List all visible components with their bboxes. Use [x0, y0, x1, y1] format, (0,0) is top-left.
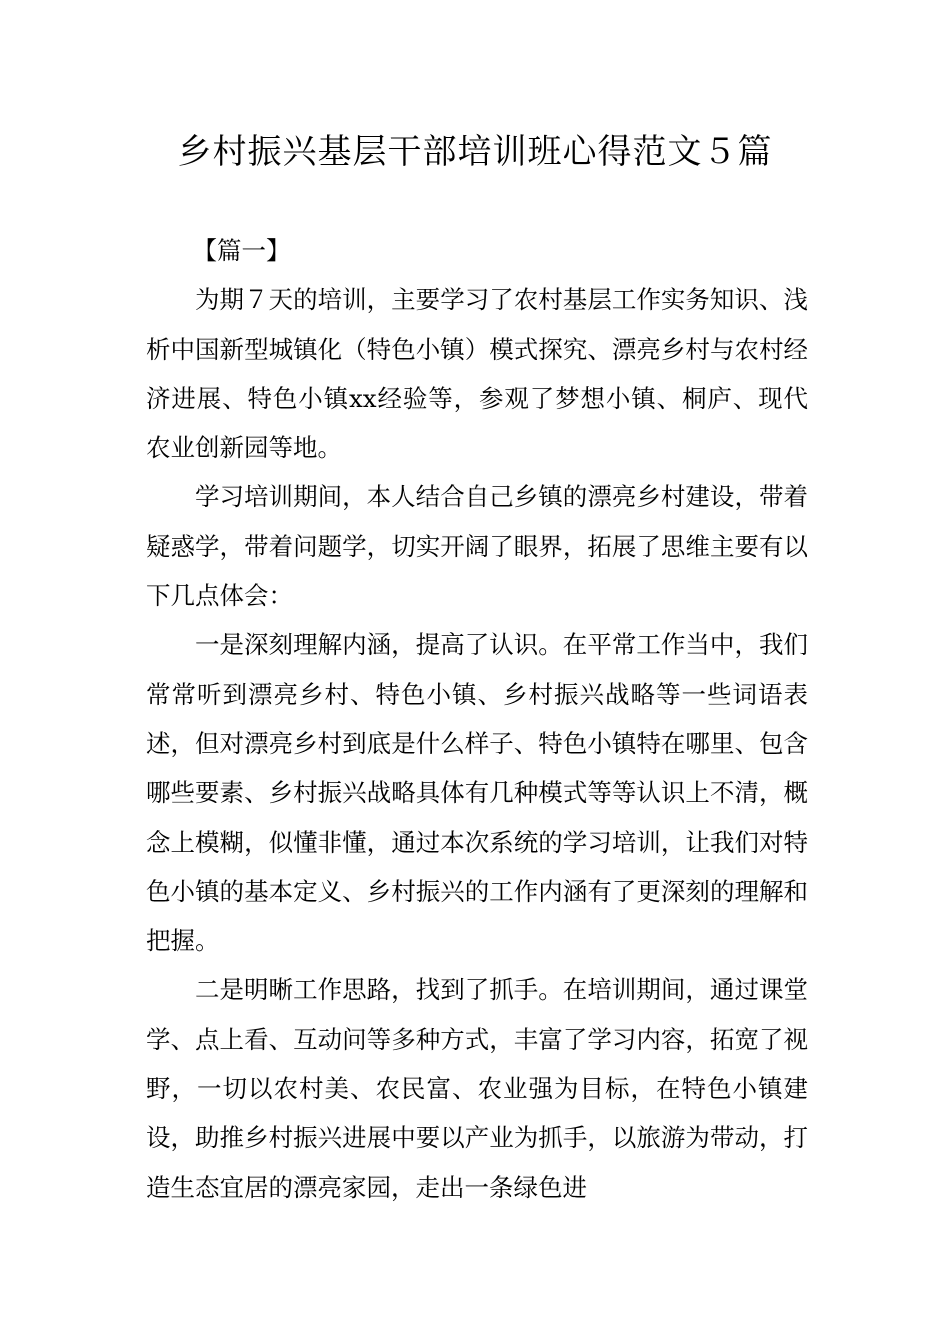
paragraph-1: 为期７天的培训，主要学习了农村基层工作实务知识、浅析中国新型城镇化（特色小镇）模式探究、漂亮乡村与农村经济进展、特色小镇xx经验等，参观了梦想小镇、桐庐、现代农业创新园等地。 [146, 285, 808, 463]
document-body [146, 226, 808, 1212]
paragraph-2: 学习培训期间，本人结合自己乡镇的漂亮乡村建设，带着疑惑学，带着问题学，切实开阔了眼界，拓展了思维主要有以下几点体会： [146, 482, 808, 611]
document-title: 乡村振兴基层干部培训班心得范文５篇 [177, 132, 773, 172]
section-label: 【篇一】 [192, 236, 291, 265]
paragraph-3: 一是深刻理解内涵，提高了认识。在平常工作当中，我们常常听到漂亮乡村、特色小镇、乡村振兴战略等一些词语表述，但对漂亮乡村到底是什么样子、特色小镇特在哪里、包含哪些要素、乡村振兴战略具体有几种模式等等认识上不清，概念上模糊，似懂非懂，通过本次系统的学习培训，让我们对特色小镇的基本定义、乡村振兴的工作内涵有了更深刻的理解和把握。 [146, 630, 808, 956]
paragraph-4: 二是明晰工作思路，找到了抓手。在培训期间，通过课堂学、点上看、互动问等多种方式，丰富了学习内容，拓宽了视野，一切以农村美、农民富、农业强为目标，在特色小镇建设，助推乡村振兴进展中要以产业为抓手，以旅游为带动，打造生态宜居的漂亮家园，走出一条绿色进 [146, 975, 808, 1202]
